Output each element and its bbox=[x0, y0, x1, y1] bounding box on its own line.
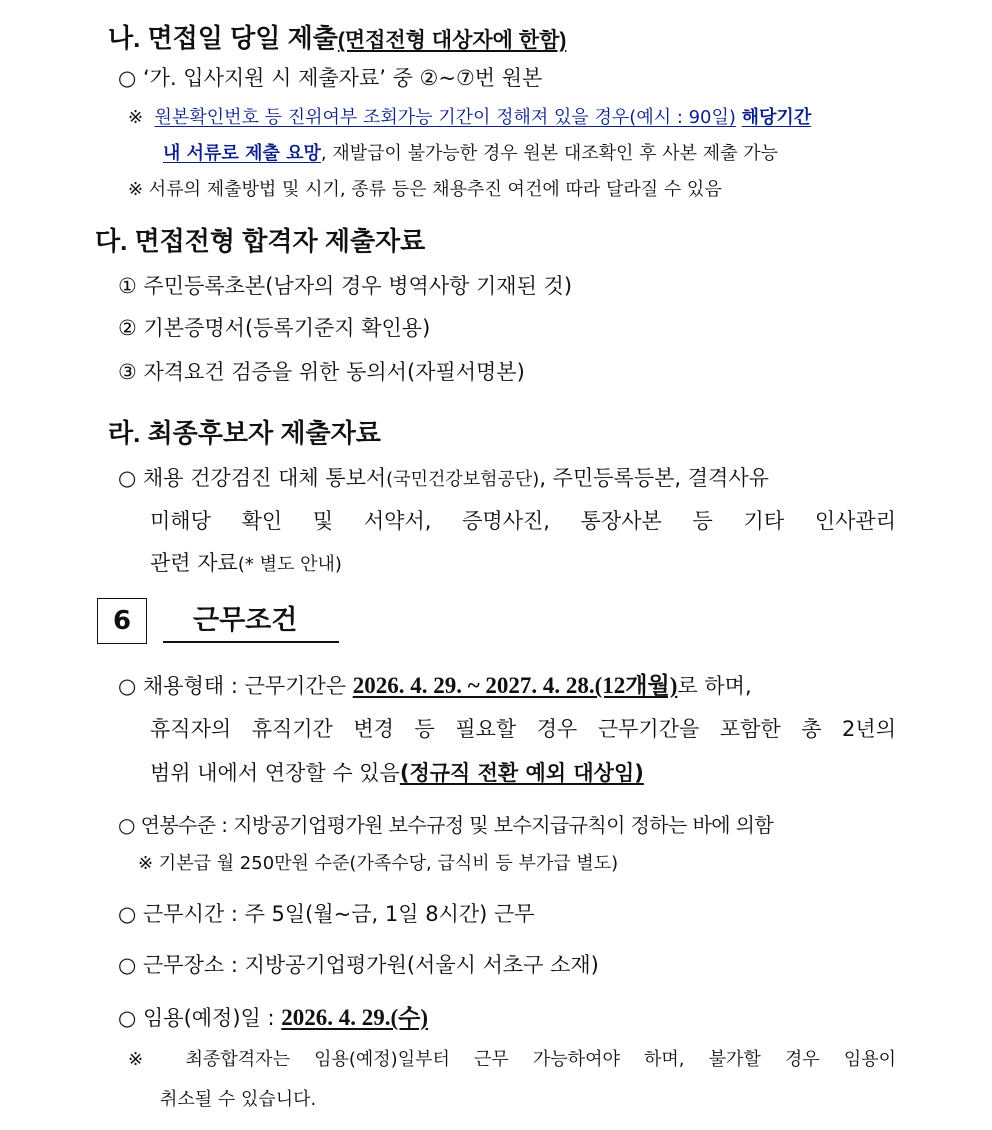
text: 로 하며, bbox=[677, 674, 752, 698]
start-line bbox=[118, 1004, 428, 1032]
da-item-2 bbox=[118, 314, 430, 342]
note-rest: , 재발급이 불가능한 경우 원본 대조확인 후 사본 제출 가능 bbox=[320, 143, 779, 164]
item-main: ③ 자격요건 검증을 위한 동의서 bbox=[118, 360, 407, 384]
na-note1 bbox=[128, 104, 811, 132]
employ-line3 bbox=[150, 759, 644, 787]
note-bold2: 내 서류로 제출 요망 bbox=[163, 143, 321, 164]
heading-text: 나. 면접일 당일 제출 bbox=[108, 23, 338, 53]
start-date: 2026. 4. 29.(수) bbox=[281, 1005, 429, 1030]
heading-paren: (면접전형 대상자에 한함) bbox=[337, 29, 567, 52]
da-item-3 bbox=[118, 358, 525, 386]
section-na-title bbox=[108, 22, 566, 57]
section-da-title: 다. 면접전형 합격자 제출자료 bbox=[95, 226, 426, 256]
da-item-1 bbox=[118, 272, 572, 300]
text-paren: (국민건강보험공단) bbox=[386, 469, 540, 490]
ra-line2: 미해당 확인 및 서약서, 증명사진, 통장사본 등 기타 인사관리 bbox=[150, 509, 896, 533]
na-note2: ※ 서류의 제출방법 및 시기, 종류 등은 채용추진 여건에 따라 달라질 수 있음 bbox=[128, 179, 722, 200]
note-mark: ※ bbox=[128, 107, 144, 128]
employ-period: 2026. 4. 29. ~ 2027. 4. 28.(12개월) bbox=[352, 673, 678, 698]
employ-line2: 휴직자의 휴직기간 변경 등 필요할 경우 근무기간을 포함한 총 2년의 bbox=[150, 717, 896, 741]
start-note1: ※ 최종합격자는 임용(예정)일부터 근무 가능하여야 하며, 불가할 경우 임용이 bbox=[128, 1049, 896, 1070]
item-paren: (남자의 경우 병역사항 기재된 것) bbox=[265, 274, 573, 298]
employ-note: (정규직 전환 예외 대상임) bbox=[399, 761, 644, 785]
note-blue: 원본확인번호 등 진위여부 조회가능 기간이 정해져 있을 경우(예시 : 90일) bbox=[154, 107, 736, 128]
ra-line1 bbox=[118, 464, 769, 494]
item-main: ② 기본증명서 bbox=[118, 316, 245, 340]
section-ra-title: 라. 최종후보자 제출자료 bbox=[108, 418, 381, 448]
text-paren: (* 별도 안내) bbox=[237, 554, 342, 575]
salary-note: ※ 기본급 월 250만원 수준(가족수당, 급식비 등 부가급 별도) bbox=[138, 853, 619, 874]
item-main: ① 주민등록초본 bbox=[118, 274, 266, 298]
text: 범위 내에서 연장할 수 있음 bbox=[150, 761, 400, 785]
item-paren: (등록기준지 확인용) bbox=[244, 316, 431, 340]
employ-line1 bbox=[118, 672, 752, 700]
na-note1-cont bbox=[163, 140, 778, 168]
note-bold: 해당기간 bbox=[741, 107, 812, 128]
salary-line: ○ 연봉수준 : 지방공기업평가원 보수규정 및 보수지급규칙이 정하는 바에 의함 bbox=[118, 813, 774, 837]
hours-line: ○ 근무시간 : 주 5일(월~금, 1일 8시간) 근무 bbox=[118, 902, 535, 926]
place-line: ○ 근무장소 : 지방공기업평가원(서울시 서초구 소재) bbox=[118, 953, 599, 977]
text: ○ 채용 건강검진 대체 통보서 bbox=[118, 466, 387, 490]
text: 관련 자료 bbox=[150, 551, 238, 575]
section-number-box: 6 bbox=[97, 598, 147, 644]
text: , 주민등록등본, 결격사유 bbox=[539, 466, 769, 490]
text: ○ 채용형태 : 근무기간은 bbox=[118, 674, 353, 698]
text: ○ 임용(예정)일 : bbox=[118, 1006, 282, 1030]
ra-line3 bbox=[150, 549, 342, 579]
section-title: 근무조건 bbox=[163, 603, 339, 643]
item-paren: (자필서명본) bbox=[406, 360, 525, 384]
start-note2: 취소될 수 있습니다. bbox=[160, 1089, 317, 1110]
na-item: ○ ‘가. 입사지원 시 제출자료’ 중 ②~⑦번 원본 bbox=[118, 66, 543, 90]
